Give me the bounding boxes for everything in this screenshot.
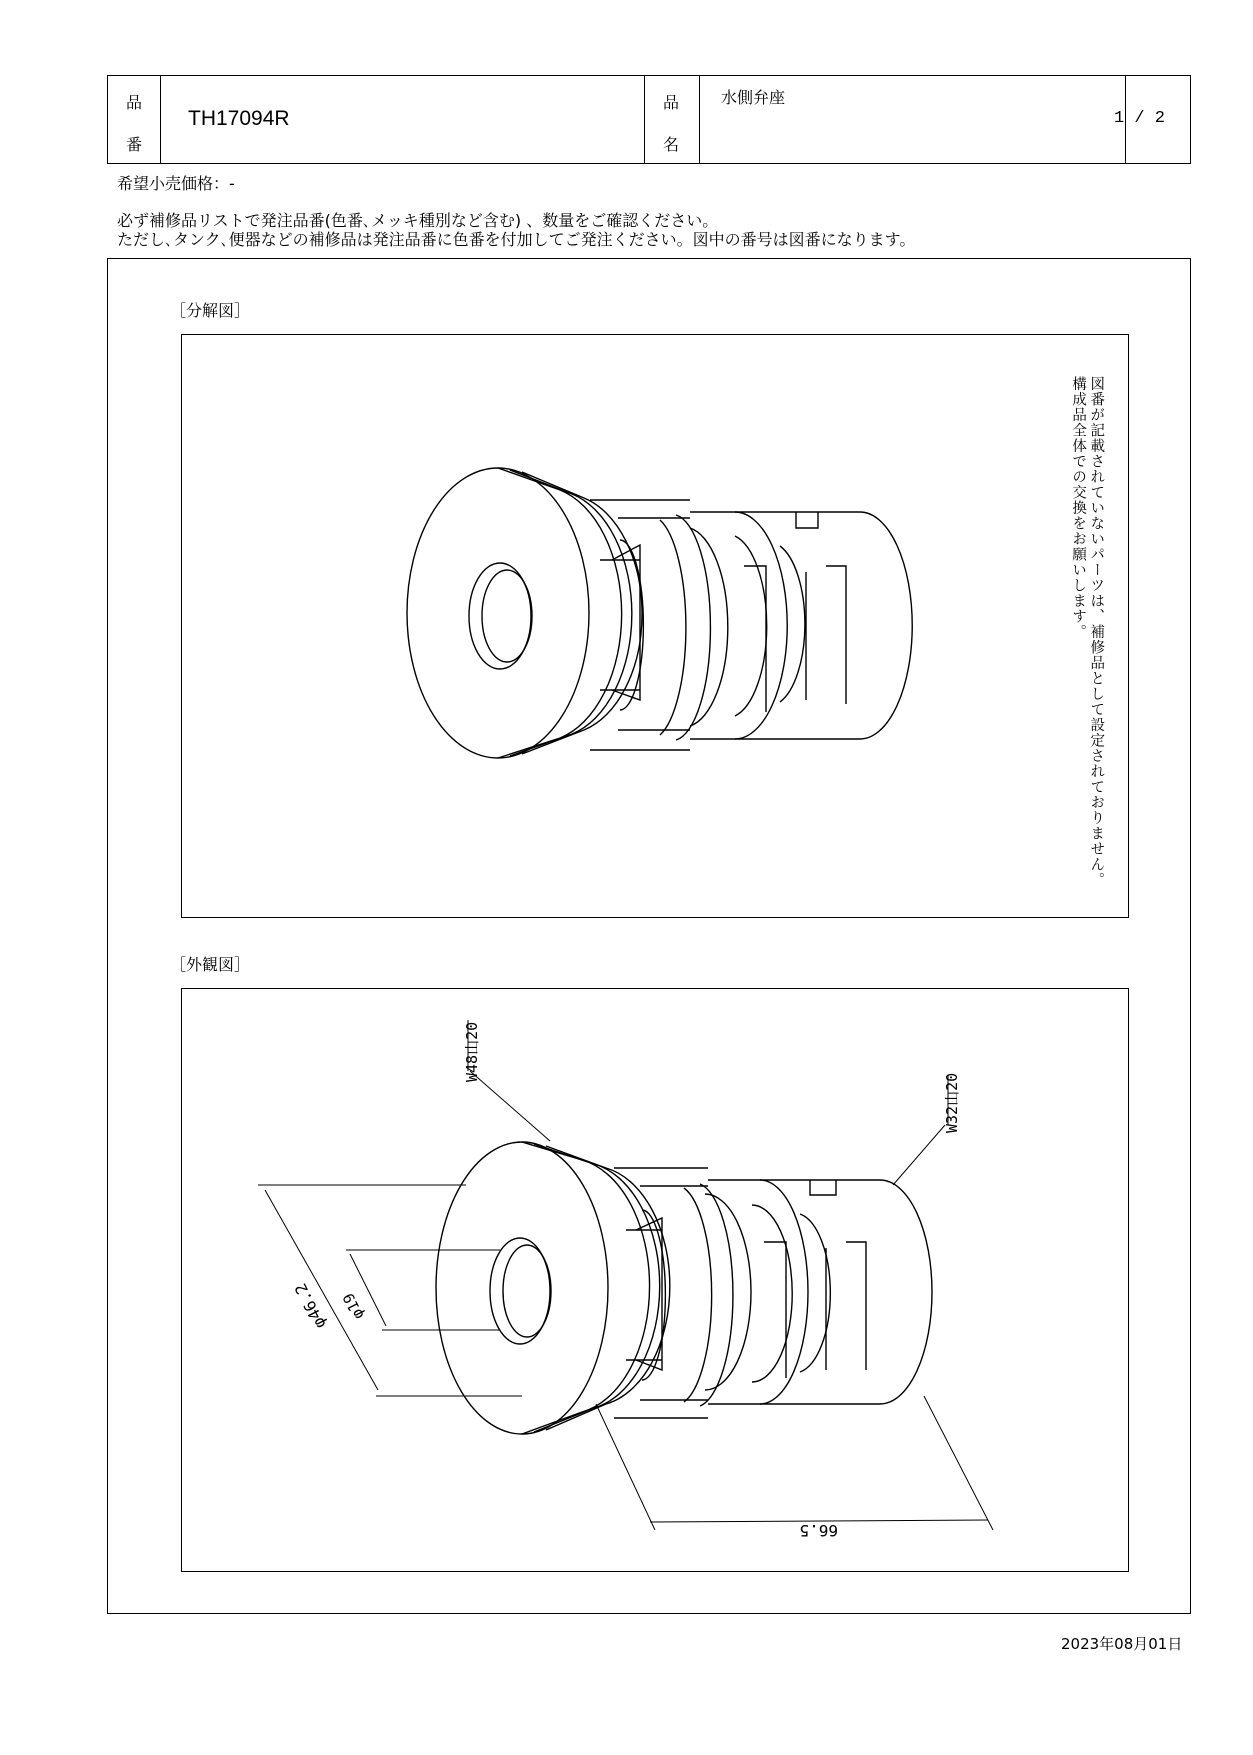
notice-line-2: ただし､タンク､便器などの補修品は発注品番に色番を付加してご発注ください。図中の番号は図番になります。 bbox=[117, 230, 916, 249]
part-number: TH17094R bbox=[188, 107, 290, 130]
dim-thread-large: W48山20 bbox=[463, 1021, 481, 1082]
dim-outer-dia: φ46.2 bbox=[290, 1280, 330, 1332]
dimension-lines bbox=[258, 1020, 993, 1530]
name-label-2: 名 bbox=[663, 135, 680, 154]
exploded-note-line-1: 図番が記載されていないパーツは、補修品として設定されておりません。 bbox=[1088, 376, 1105, 888]
part-name: 水側弁座 bbox=[721, 88, 786, 107]
dim-thread-small: W32山20 bbox=[943, 1072, 961, 1133]
notice-line-1: 必ず補修品リストで発注品番(色番､メッキ種別など含む) 、数量をご確認ください。 bbox=[117, 211, 719, 230]
page-indicator: 1 / 2 bbox=[1114, 109, 1166, 128]
retail-price: 希望小売価格：- bbox=[117, 174, 235, 193]
name-label-1: 品 bbox=[663, 93, 680, 112]
dim-length: 66.5 bbox=[799, 1521, 838, 1540]
part-no-label-1: 品 bbox=[126, 93, 143, 112]
exterior-view-title: ［外観図］ bbox=[170, 955, 251, 974]
dim-inner-dia: φ19 bbox=[339, 1290, 368, 1323]
issue-date: 2023年08月01日 bbox=[1061, 1635, 1183, 1653]
exploded-view-title: ［分解図］ bbox=[170, 301, 251, 320]
exploded-note-line-2: 構成品全体での交換をお願いします。 bbox=[1070, 376, 1087, 640]
part-no-label-2: 番 bbox=[126, 135, 143, 154]
valve-seat-exterior bbox=[436, 1142, 932, 1434]
